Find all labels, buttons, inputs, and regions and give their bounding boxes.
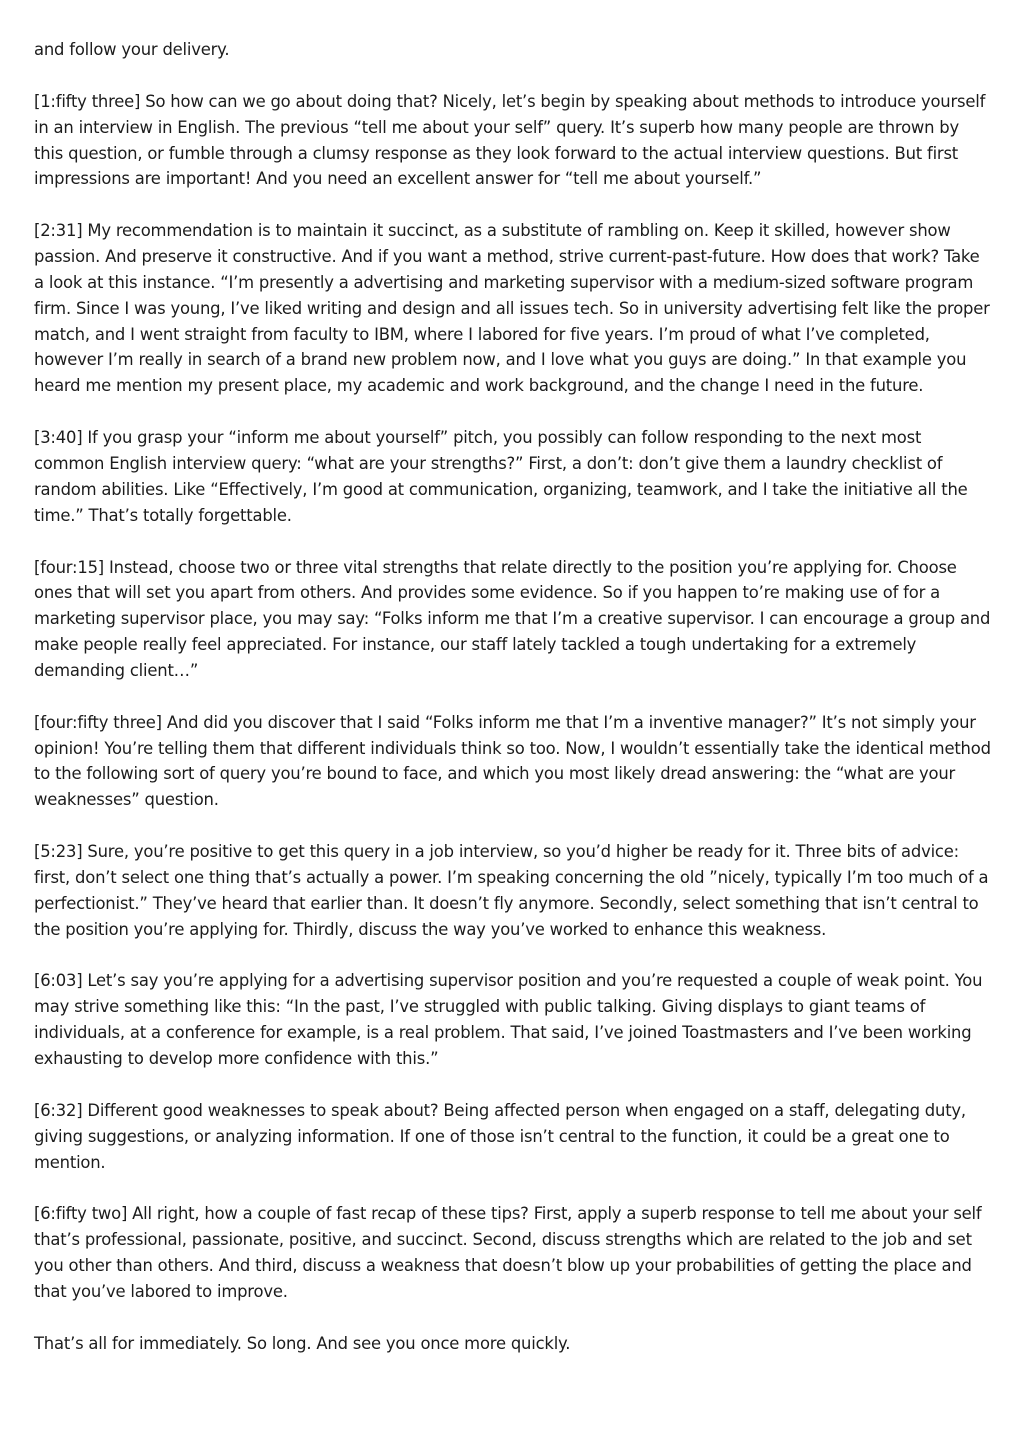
document-body (34, 37, 992, 1383)
paragraph-4-15: [four:15] Instead, choose two or three vital strengths that relate directly to the position you’re applying for. Choose ones that will set you apart from others. And provides some evidence. So if you happen to’re making use of for a marketing supervisor place, you may say: “Folks inform me that I’m a creative supervisor. I can encourage a group and make people really feel appreciated. For instance, our staff lately tackled a tough undertaking for a extremely demanding client…” (34, 557, 991, 680)
paragraph-1-53: [1:fifty three] So how can we go about doing that? Nicely, let’s begin by speaking about methods to introduce yourself in an interview in English. The previous “tell me about your self” query. It’s superb how many people are thrown by this question, or fumble through a clumsy response as they look forward to the actual interview questions. But first impressions are important! And you need an excellent answer for “tell me about yourself.” (34, 91, 986, 189)
paragraph-6-52: [6:fifty two] All right, how a couple of fast recap of these tips? First, apply a superb response to tell me about your self that’s professional, passionate, positive, and succinct. Second, discuss strengths which are related to the job and set you other than others. And third, discuss a weakness that doesn’t blow up your probabilities of getting the place and that you’ve labored to improve. (34, 1204, 982, 1301)
paragraph-intro: and follow your delivery. (34, 40, 230, 59)
paragraph-4-53: [four:fifty three] And did you discover that I said “Folks inform me that I’m a inventive manager?” It’s not simply your opinion! You’re telling them that different individuals think so too. Now, I wouldn’t essentially take the identical method to the following sort of query you’re bound to face, and which you most likely dread answering: the “what are your weaknesses” question. (34, 712, 991, 810)
paragraph-3-40: [3:40] If you grasp your “inform me about yourself” pitch, you possibly can follow responding to the next most common English interview query: “what are your strengths?” First, a don’t: don’t give them a laundry checklist of random abilities. Like “Effectively, I’m good at communication, organizing, teamwork, and I take the initiative all the time.” That’s totally forgettable. (34, 428, 968, 525)
paragraph-5-23: [5:23] Sure, you’re positive to get this query in a job interview, so you’d higher be ready for it. Three bits of advice: first, don’t select one thing that’s actually a power. I’m speaking concerning the old ”nicely, typically I’m too much of a perfectionist.” They’ve heard that earlier than. It doesn’t fly anymore. Secondly, select something that isn’t central to the position you’re applying for. Thirdly, discuss the way you’ve worked to enhance this weakness. (34, 842, 989, 939)
paragraph-closing: That’s all for immediately. So long. And see you once more quickly. (34, 1333, 571, 1353)
paragraph-2-31: [2:31] My recommendation is to maintain it succinct, as a substitute of rambling on. Keep it skilled, however show passion. And preserve it constructive. And if you want a method, strive current-past-future. How does that work? Take a look at this instance. “I’m presently a advertising and marketing supervisor with a medium-sized software program firm. Since I was young, I’ve liked writing and design and all issues tech. So in university advertising felt like the proper match, and I went straight from faculty to IBM, where I labored for five years. I’m proud of what I’ve completed, however I’m really in search of a brand new problem now, and I love what you guys are doing.” In that example you heard me mention my present place, my academic and work background, and the change I need in the future. (34, 221, 990, 396)
paragraph-6-03: [6:03] Let’s say you’re applying for a advertising supervisor position and you’re requested a couple of weak point. You may strive something like this: “In the past, I’ve struggled with public talking. Giving displays to giant teams of individuals, at a conference for example, is a real problem. That said, I’ve joined Toastmasters and I’ve been working exhausting to develop more confidence with this.” (34, 971, 983, 1068)
paragraph-6-32: [6:32] Different good weaknesses to speak about? Being affected person when engaged on a staff, delegating duty, giving suggestions, or analyzing information. If one of those isn’t central to the function, it could be a great one to mention. (34, 1100, 966, 1172)
